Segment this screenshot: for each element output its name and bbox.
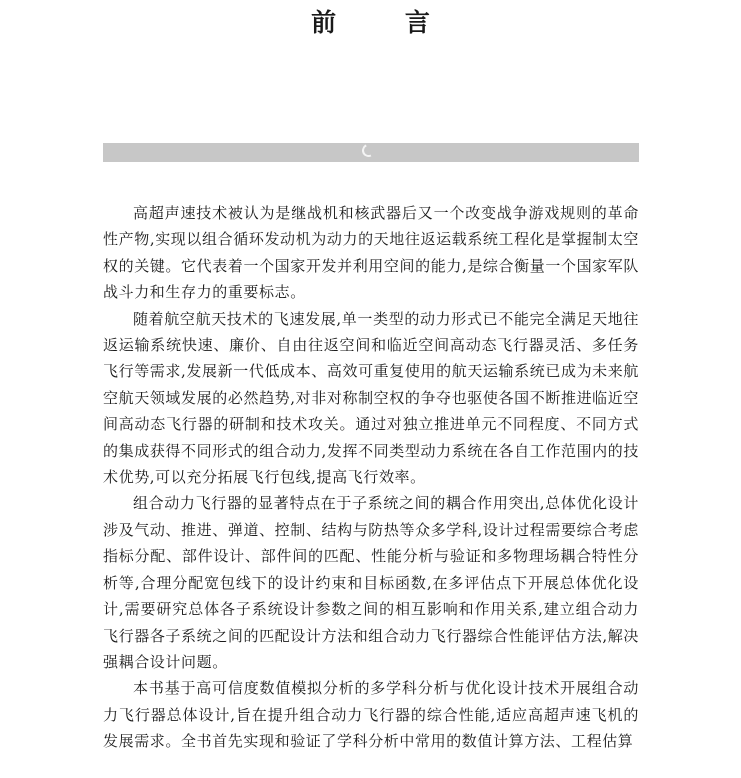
paragraph-1: 高超声速技术被认为是继战机和核武器后又一个改变战争游戏规则的革命性产物,实现以组合循环发动机为动力的天地往返运载系统工程化是掌握制太空权的关键。它代表着一个国家开发并利用空间的能力,是综合衡量一个国家军队战斗力和生存力的重要标志。 xyxy=(103,204,639,302)
page-title: 前 言 xyxy=(311,8,460,37)
paragraph-3: 组合动力飞行器的显著特点在于子系统之间的耦合作用突出,总体优化设计涉及气动、推进、弹道、控制、结构与防热等众多学科,设计过程需要综合考虑指标分配、部件设计、部件间的匹配、性能分析与验证和多物理场耦合特性分析等,合理分配宽包线下的设计约束和目标函数,在多评估点下开展总体优化设计,需要研究总体各子系统设计参数之间的相互影响和作用关系,建立组合动力飞行器各子系统之间的匹配设计方法和组合动力飞行器综合性能评估方法,解决强耦合设计问题。 xyxy=(103,494,639,671)
paragraph-4: 本书基于高可信度数值模拟分析的多学科分析与优化设计技术开展组合动力飞行器总体设计,旨在提升组合动力飞行器的综合性能,适应高超声速飞机的发展需求。全书首先实现和验证了学科分析中常用的数值计算方法、工程估算 xyxy=(103,679,639,751)
paragraph-2: 随着航空航天技术的飞速发展,单一类型的动力形式已不能完全满足天地往返运输系统快速、廉价、自由往返空间和临近空间高动态飞行器灵活、多任务飞行等需求,发展新一代低成本、高效可重复使用的航天运输系统已成为未来航空航天领域发展的必然趋势,对非对称制空权的争夺也驱使各国不断推进临近空间高动态飞行器的研制和技术攻关。通过对独立推进单元不同程度、不同方式的集成获得不同形式的组合动力,发挥不同类型动力系统在各自工作范围内的技术优势,可以充分拓展飞行包线,提高飞行效率。 xyxy=(103,309,639,487)
preface-body xyxy=(103,200,639,755)
